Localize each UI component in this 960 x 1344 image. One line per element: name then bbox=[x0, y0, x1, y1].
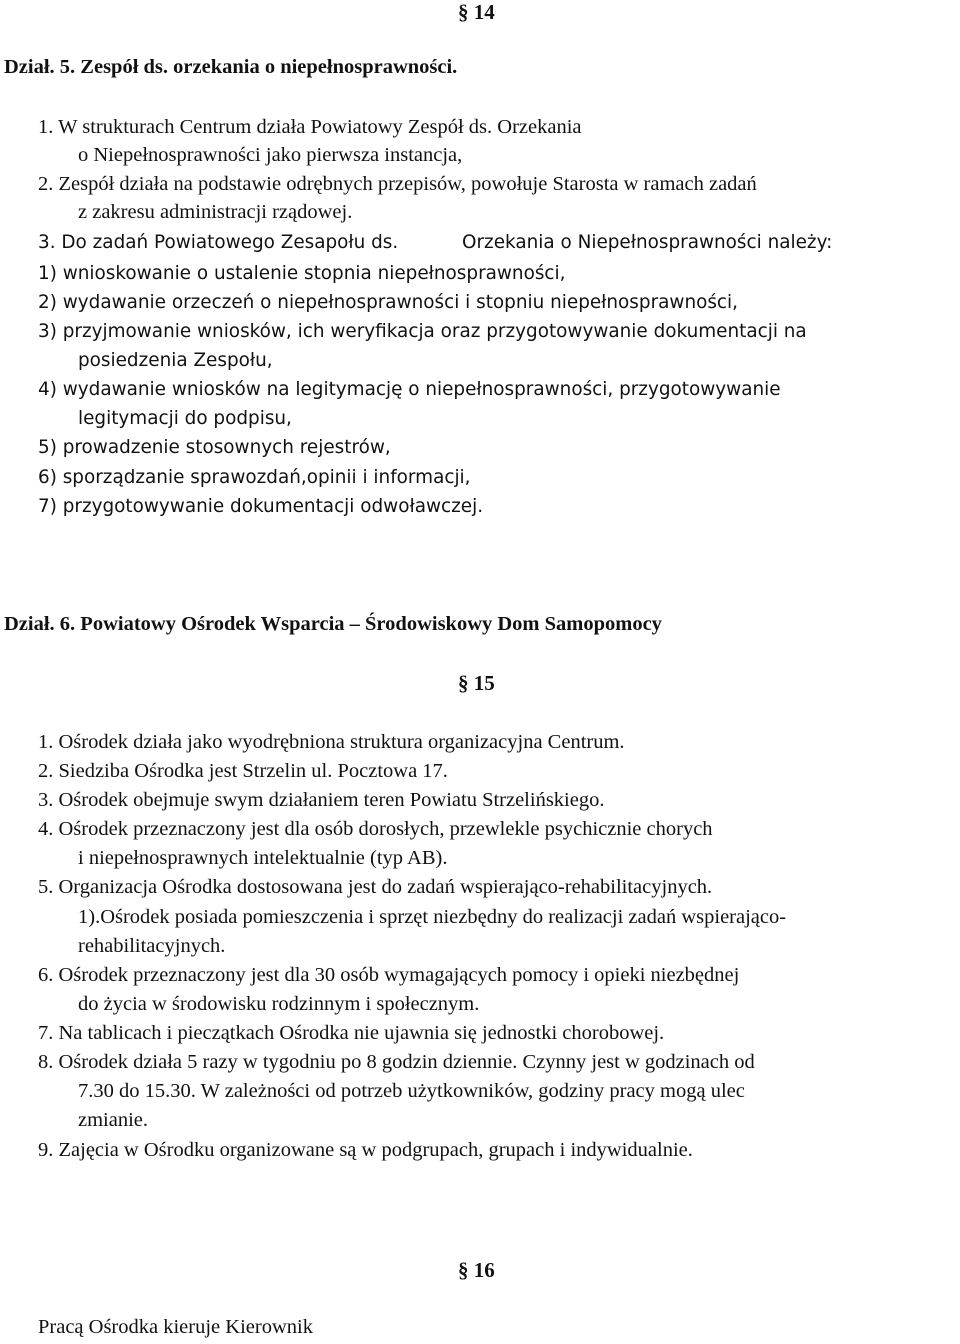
task-item: 5) prowadzenie stosownych rejestrów, bbox=[38, 437, 391, 458]
list-item: 7. Na tablicach i pieczątkach Ośrodka nie ujawnia się jednostki chorobowej. bbox=[38, 1022, 665, 1044]
list-item: 3. Ośrodek obejmuje swym działaniem teren Powiatu Strzelińskiego. bbox=[38, 789, 605, 811]
list-item: 2. Siedziba Ośrodka jest Strzelin ul. Pocztowa 17. bbox=[38, 760, 448, 782]
task-item: 2) wydawanie orzeczeń o niepełnosprawności i stopniu niepełnosprawności, bbox=[38, 292, 738, 313]
task-item-continuation: legitymacji do podpisu, bbox=[78, 408, 292, 429]
paragraph-mark-16: § 16 bbox=[458, 1258, 495, 1282]
list-item-continuation: z zakresu administracji rządowej. bbox=[78, 201, 353, 223]
list-item-sub: 1).Ośrodek posiada pomieszczenia i sprzęt niezbędny do realizacji zadań wspierająco- bbox=[78, 906, 787, 928]
list-item: 4. Ośrodek przeznaczony jest dla osób dorosłych, przewlekle psychicznie chorych bbox=[38, 818, 713, 840]
list-item: 9. Zajęcia w Ośrodku organizowane są w podgrupach, grupach i indywidualnie. bbox=[38, 1139, 693, 1161]
section-heading-dzial-6: Dział. 6. Powiatowy Ośrodek Wsparcia – Środowiskowy Dom Samopomocy bbox=[4, 613, 662, 635]
task-item: 4) wydawanie wniosków na legitymację o niepełnosprawności, przygotowywanie bbox=[38, 379, 781, 400]
list-item-continuation: rehabilitacyjnych. bbox=[78, 935, 226, 957]
body-text: Pracą Ośrodka kieruje Kierownik bbox=[38, 1316, 313, 1338]
task-item: 7) przygotowywanie dokumentacji odwoławczej. bbox=[38, 496, 484, 517]
paragraph-mark-15: § 15 bbox=[458, 671, 495, 695]
section-heading-dzial-5: Dział. 5. Zespół ds. orzekania o niepełnosprawności. bbox=[4, 56, 458, 78]
list-item-continuation: Orzekania o Niepełnosprawności należy: bbox=[462, 232, 833, 253]
task-item: 1) wnioskowanie o ustalenie stopnia niepełnosprawności, bbox=[38, 263, 566, 284]
list-item: 3. Do zadań Powiatowego Zesapołu ds. bbox=[38, 232, 399, 253]
task-item: 6) sporządzanie sprawozdań,opinii i informacji, bbox=[38, 467, 471, 488]
list-item: 2. Zespół działa na podstawie odrębnych przepisów, powołuje Starosta w ramach zadań bbox=[38, 173, 757, 195]
list-item: 1. Ośrodek działa jako wyodrębniona struktura organizacyjna Centrum. bbox=[38, 731, 625, 753]
list-item: 1. W strukturach Centrum działa Powiatowy Zespół ds. Orzekania bbox=[38, 116, 582, 138]
list-item: 8. Ośrodek działa 5 razy w tygodniu po 8 godzin dziennie. Czynny jest w godzinach od bbox=[38, 1051, 755, 1073]
list-item-continuation: o Niepełnosprawności jako pierwsza instancja, bbox=[78, 144, 463, 166]
list-item-continuation: do życia w środowisku rodzinnym i społecznym. bbox=[78, 993, 480, 1015]
list-item-continuation: zmianie. bbox=[78, 1109, 149, 1131]
task-item-continuation: posiedzenia Zespołu, bbox=[78, 350, 273, 371]
list-item: 6. Ośrodek przeznaczony jest dla 30 osób wymagających pomocy i opieki niezbędnej bbox=[38, 964, 740, 986]
task-item: 3) przyjmowanie wniosków, ich weryfikacja oraz przygotowywanie dokumentacji na bbox=[38, 321, 807, 342]
list-item-continuation: 7.30 do 15.30. W zależności od potrzeb użytkowników, godziny pracy mogą ulec bbox=[78, 1080, 745, 1102]
list-item-continuation: i niepełnosprawnych intelektualnie (typ AB). bbox=[78, 847, 448, 869]
paragraph-mark-14: § 14 bbox=[458, 0, 495, 24]
list-item: 5. Organizacja Ośrodka dostosowana jest do zadań wspierająco-rehabilitacyjnych. bbox=[38, 876, 713, 898]
